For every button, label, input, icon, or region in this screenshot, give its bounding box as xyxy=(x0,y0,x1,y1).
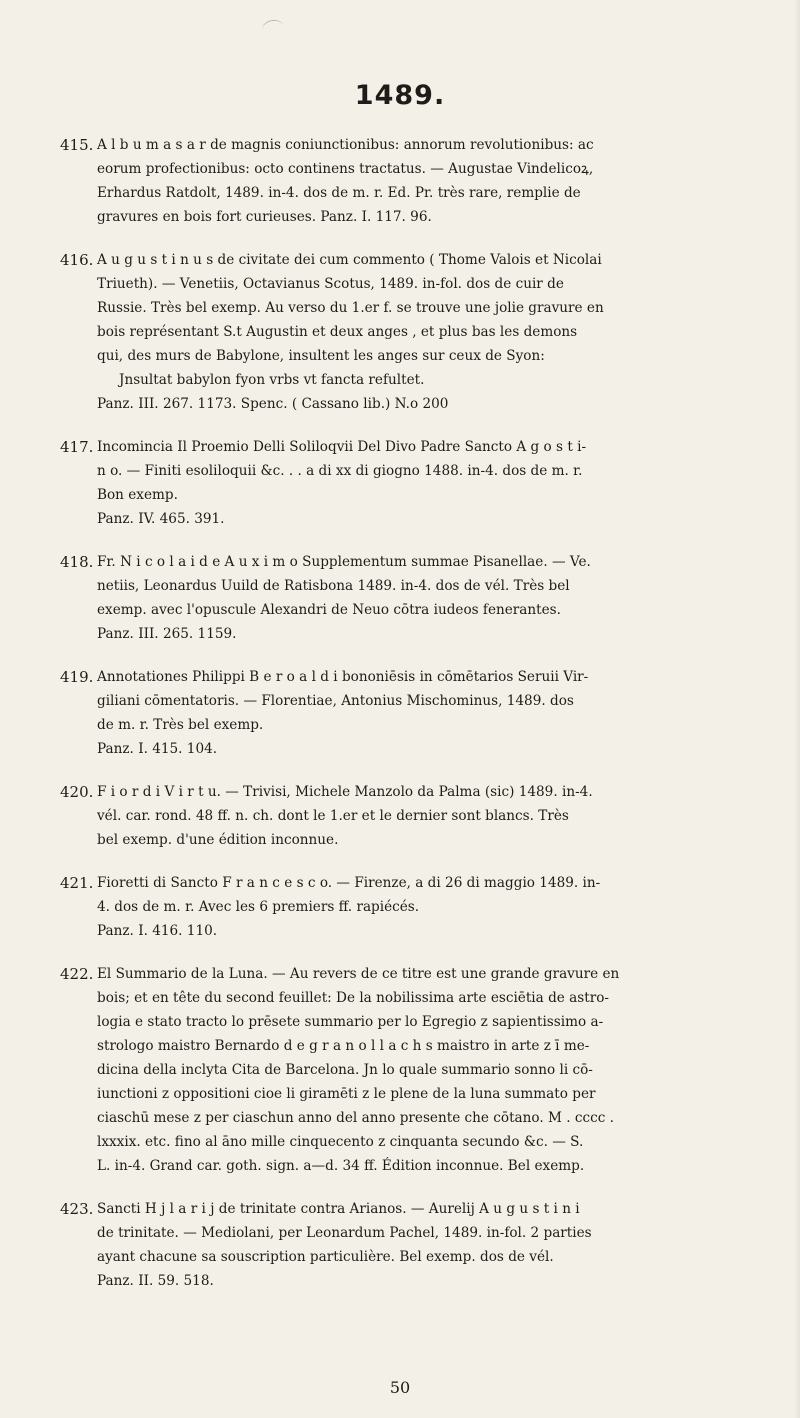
entry-number: 417. xyxy=(60,438,94,456)
entry-line: ciaschū mese z per ciaschun anno del anno presente che cōtano. M . cccc . xyxy=(97,1110,614,1126)
catalogue-entry xyxy=(60,962,760,1178)
entry-line: F i o r d i V i r t u. — Trivisi, Michele Manzolo da Palma (sic) 1489. in-4. xyxy=(97,784,593,800)
entry-line: Panz. I. 416. 110. xyxy=(97,923,218,939)
entry-line: 4. dos de m. r. Avec les 6 premiers ff. rapiécés. xyxy=(97,899,420,915)
entry-number: 416. xyxy=(60,251,94,269)
catalogue-entry xyxy=(60,1197,760,1293)
catalogue-entry xyxy=(60,780,760,852)
entry-line: de m. r. Très bel exemp. xyxy=(97,717,264,733)
entry-line: Erhardus Ratdolt, 1489. in-4. dos de m. r. Ed. Pr. très rare, remplie de xyxy=(97,185,581,201)
entry-line: gravures en bois fort curieuses. Panz. I. 117. 96. xyxy=(97,209,432,225)
page-edge-shadow xyxy=(794,0,800,1418)
entry-line: Incomincia Il Proemio Delli Soliloqvii Del Divo Padre Sancto A g o s t i- xyxy=(97,439,587,455)
entry-number: 418. xyxy=(60,553,94,571)
entry-number: 421. xyxy=(60,874,94,892)
entry-line: Annotationes Philippi B e r o a l d i bononiēsis in cōmētarios Seruii Vir- xyxy=(97,669,589,685)
entry-line: L. in-4. Grand car. goth. sign. a—d. 34 ff. Édition inconnue. Bel exemp. xyxy=(97,1158,585,1174)
entry-line: exemp. avec l'opuscule Alexandri de Neuo cōtra iudeos fenerantes. xyxy=(97,602,561,618)
catalogue-entries xyxy=(60,133,760,1312)
entry-line: de trinitate. — Mediolani, per Leonardum Pachel, 1489. in-fol. 2 parties xyxy=(97,1225,592,1241)
entry-line: ayant chacune sa souscription particulière. Bel exemp. dos de vél. xyxy=(97,1249,554,1265)
entry-line: Sancti H j l a r i j de trinitate contra Arianos. — Aurelij A u g u s t i n i xyxy=(97,1201,580,1217)
entry-number: 422. xyxy=(60,965,94,983)
entry-line: Fioretti di Sancto F r a n c e s c o. — Firenze, a di 26 di maggio 1489. in- xyxy=(97,875,601,891)
entry-line: strologo maistro Bernardo d e g r a n o l l a c h s maistro in arte z ī me- xyxy=(97,1038,590,1054)
entry-line: logia e stato tracto lo prēsete summario per lo Egregio z sapientissimo a- xyxy=(97,1014,604,1030)
entry-line: A u g u s t i n u s de civitate dei cum commento ( Thome Valois et Nicolai xyxy=(97,252,602,268)
entry-line: Fr. N i c o l a i d e A u x i m o Supplementum summae Pisanellae. — Ve. xyxy=(97,554,591,570)
entry-line: Panz. II. 59. 518. xyxy=(97,1273,214,1289)
entry-line: Jnsultat babylon fyon vrbs vt fancta refultet. xyxy=(119,372,425,388)
entry-line: netiis, Leonardus Uuild de Ratisbona 1489. in-4. dos de vél. Très bel xyxy=(97,578,570,594)
entry-line: A l b u m a s a r de magnis coniunctionibus: annorum revolutionibus: ac xyxy=(97,137,594,153)
entry-line: qui, des murs de Babylone, insultent les anges sur ceux de Syon: xyxy=(97,348,545,364)
page-year-heading: 1489. xyxy=(354,80,446,111)
entry-line: iunctioni z oppositioni cioe li giramēti z le plene de la luna summato per xyxy=(97,1086,596,1102)
entry-line: n o. — Finiti esoliloquii &c. . . a di xx di giogno 1488. in-4. dos de m. r. xyxy=(97,463,583,479)
entry-line: dicina della inclyta Cita de Barcelona. Jn lo quale summario sonno li cō- xyxy=(97,1062,593,1078)
entry-number: 423. xyxy=(60,1200,94,1218)
entry-line: bois; et en tête du second feuillet: De la nobilissima arte esciētia de astro- xyxy=(97,990,609,1006)
entry-number: 420. xyxy=(60,783,94,801)
entry-line: bois représentant S.t Augustin et deux anges , et plus bas les demons xyxy=(97,324,578,340)
catalogue-entry xyxy=(60,665,760,761)
entry-line: Triueth). — Venetiis, Octavianus Scotus, 1489. in-fol. dos de cuir de xyxy=(97,276,564,292)
entry-line: giliani cōmentatoris. — Florentiae, Antonius Mischominus, 1489. dos xyxy=(97,693,574,709)
entry-line: Bon exemp. xyxy=(97,487,178,503)
catalogue-entry xyxy=(60,133,760,229)
entry-line: vél. car. rond. 48 ff. n. ch. dont le 1.er et le dernier sont blancs. Très xyxy=(97,808,569,824)
page-number: 50 xyxy=(389,1378,411,1397)
entry-line: Panz. IV. 465. 391. xyxy=(97,511,225,527)
entry-line: Panz. III. 267. 1173. Spenc. ( Cassano lib.) N.o 200 xyxy=(97,396,449,412)
catalogue-entry xyxy=(60,550,760,646)
entry-line: Panz. III. 265. 1159. xyxy=(97,626,237,642)
pencil-mark xyxy=(260,18,285,39)
entry-line: El Summario de la Luna. — Au revers de ce titre est une grande gravure en xyxy=(97,966,620,982)
entry-line: lxxxix. etc. fino al āno mille cinquecento z cinquanta secundo &c. — S. xyxy=(97,1134,584,1150)
entry-line: eorum profectionibus: octo continens tractatus. — Augustae Vindelicoꝝ, xyxy=(97,161,594,177)
entry-line: Panz. I. 415. 104. xyxy=(97,741,218,757)
catalogue-entry xyxy=(60,248,760,416)
catalogue-entry xyxy=(60,435,760,531)
entry-number: 415. xyxy=(60,136,94,154)
entry-line: Russie. Très bel exemp. Au verso du 1.er f. se trouve une jolie gravure en xyxy=(97,300,604,316)
catalogue-entry xyxy=(60,871,760,943)
entry-number: 419. xyxy=(60,668,94,686)
entry-line: bel exemp. d'une édition inconnue. xyxy=(97,832,339,848)
